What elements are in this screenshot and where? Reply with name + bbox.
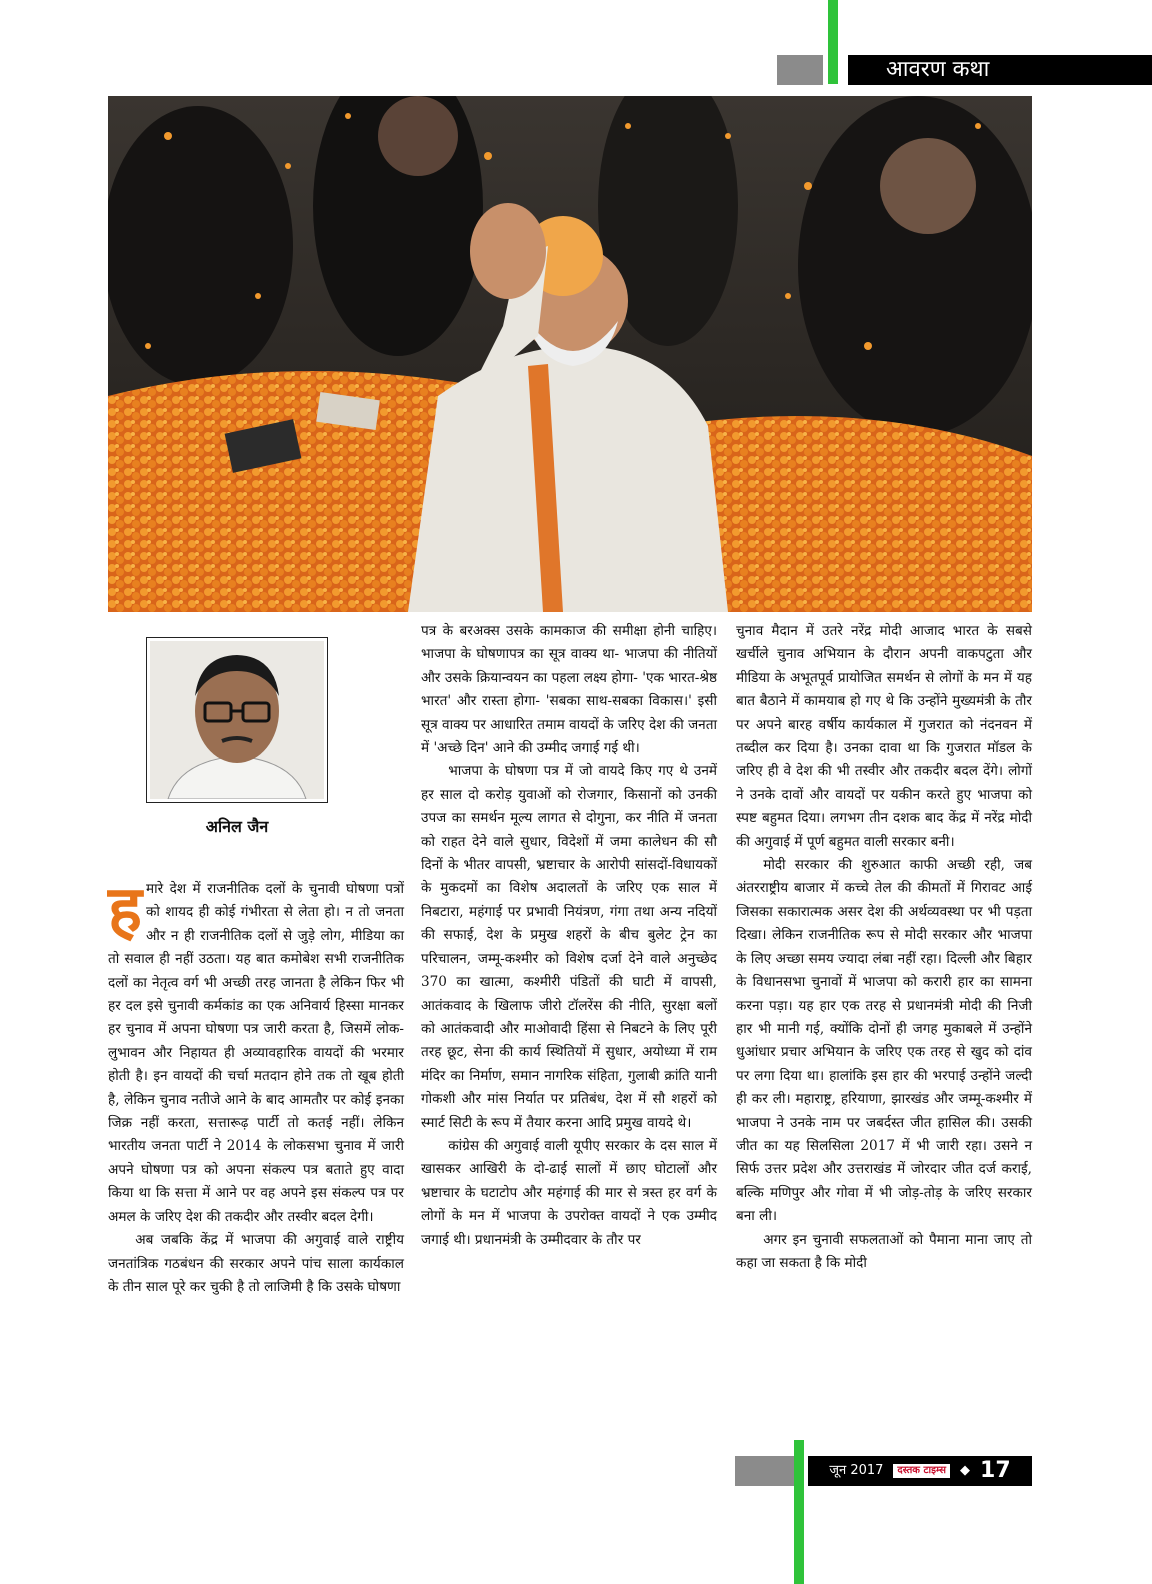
dropcap: ह: [108, 873, 142, 947]
paragraph-text: मारे देश में राजनीतिक दलों के चुनावी घोषणा पत्रों को शायद ही कोई गंभीरता से लेता हो। न तो जनता और न ही राजनीतिक दलों से जुड़े लोग, मीडिया का तो सवाल ही नहीं उठता। यह बात कमोबेश सभी राजनीतिक दलों का नेतृत्व वर्ग भी अच्छी तरह जानता है लेकिन फिर भी हर दल इसे चुनावी कर्मकांड का एक अनिवार्य हिस्सा मानकर हर चुनाव में अपना घोषणा पत्र जारी करता है, जिसमें लोक-लुभावन और निहायत ही अव्यावहारिक वायदों की भरमार होती है। इन वायदों की चर्चा मतदान होने तक तो खूब होती है, लेकिन चुनाव नतीजे आने के बाद आमतौर पर कोई इनका जिक्र नहीं करता, सत्तारूढ़ पार्टी तो कतई नहीं। लेकिन भारतीय जनता पार्टी ने 2014 के लोकसभा चुनाव में जारी अपने घोषणा पत्र को अपना संकल्प पत्र बताते हुए वादा किया था कि सत्ता में आने पर वह अपने इस संकल्प पत्र पर अमल के जरिए देश की तकदीर और तस्वीर बदल देगी।: [108, 881, 404, 1225]
article-column-2: [421, 620, 717, 1252]
article-paragraph: [108, 873, 404, 1229]
article-paragraph: अब जबकि केंद्र में भाजपा की अगुवाई वाले राष्ट्रीय जनतांत्रिक गठबंधन की सरकार अपने पांच साला कार्यकाल के तीन साल पूरे कर चुकी है तो लाजिमी है कि उसके घोषणा: [108, 1232, 404, 1295]
header-gray-block: [777, 55, 823, 85]
article-paragraph: कांग्रेस की अगुवाई वाली यूपीए सरकार के दस साल में खासकर आखिरी के दो-ढाई सालों में छाए घोटालों और भ्रष्टाचार के घटाटोप और महंगाई की मार से त्रस्त हर वर्ग के लोगों के मन में भाजपा के उपरोक्त वायदों ने एक उम्मीद जगाई थी। प्रधानमंत्री के उम्मीदवार के तौर पर: [421, 1137, 717, 1248]
article-paragraph: चुनाव मैदान में उतरे नरेंद्र मोदी आजाद भारत के सबसे खर्चीले चुनाव अभियान के दौरान अपनी वाकपटुता और मीडिया के अभूतपूर्व प्रायोजित समर्थन से लोगों के मन में यह बात बैठाने में कामयाब हो गए थे कि उन्होंने मुख्यमंत्री के तौर पर अपने बारह वर्षीय कार्यकाल में गुजरात को नंदनवन में तब्दील कर दिया है। उनका दावा था कि गुजरात मॉडल के जरिए ही वे देश की भी तस्वीर और तकदीर बदल देंगे। लोगों ने उनके दावों और वायदों पर यकीन करते हुए भाजपा को स्पष्ट बहुमत दिया। लगभग तीन दशक बाद केंद्र में नरेंद्र मोदी की अगुवाई में पूर्ण बहुमत वाली सरकार बनी।: [736, 623, 1032, 850]
footer-gray-block: [735, 1456, 795, 1486]
issue-date: जून 2017: [829, 1463, 884, 1478]
section-label: आवरण कथा: [848, 55, 1152, 85]
article-paragraph: अगर इन चुनावी सफलताओं को पैमाना माना जाए तो कहा जा सकता है कि मोदी: [736, 1231, 1032, 1271]
article-paragraph: मोदी सरकार की शुरुआत काफी अच्छी रही, जब अंतरराष्ट्रीय बाजार में कच्चे तेल की कीमतों में गिरावट आई जिसका सकारात्मक असर देश की अर्थव्यवस्था पर भी पड़ता दिखा। लेकिन राजनीतिक रूप से मोदी सरकार और भाजपा के लिए अच्छा समय ज्यादा लंबा नहीं रहा। दिल्ली और बिहार के विधानसभा चुनावों में भाजपा को करारी हार का सामना करना पड़ा। यह हार एक तरह से प्रधानमंत्री मोदी की निजी हार भी मानी गई, क्योंकि दोनों ही जगह मुकाबले में उन्होंने धुआंधार प्रचार अभियान के जरिए एक तरह से खुद को दांव पर लगा दिया था। हालांकि इस हार की भरपाई उन्होंने जल्दी ही कर ली। महाराष्ट्र, हरियाणा, झारखंड और जम्मू-कश्मीर में भाजपा ने उनके नाम पर जबर्दस्त जीत हासिल की। उसकी जीत का यह सिलसिला 2017 में भी जारी रहा। उसने न सिर्फ उत्तर प्रदेश और उत्तराखंड में जोरदार जीत दर्ज कराई, बल्कि मणिपुर और गोवा में भी जोड़-तोड़ के जरिए सरकार बना ली।: [736, 857, 1032, 1225]
author-portrait: [150, 641, 324, 799]
cover-photo: [108, 96, 1032, 612]
cover-photo-illustration: [108, 96, 1032, 612]
footer-green-bar: [794, 1440, 804, 1584]
magazine-logo: दस्तक टाइम्स: [893, 1464, 950, 1478]
author-photo: [146, 637, 328, 803]
header-green-bar: [828, 0, 838, 84]
page-number: 17: [980, 1458, 1011, 1483]
article-paragraph: भाजपा के घोषणा पत्र में जो वायदे किए गए थे उनमें हर साल दो करोड़ युवाओं को रोजगार, किसानों को उनकी उपज का समर्थन मूल्य लागत से दोगुना, कर नीति में जनता को राहत देने वाले सुधार, विदेशों में जमा कालेधन की सौ दिनों के भीतर वापसी, भ्रष्टाचार के आरोपी सांसदों-विधायकों के मुकदमों का विशेष अदालतों के जरिए एक साल में निबटारा, महंगाई पर प्रभावी नियंत्रण, गंगा तथा अन्य नदियों की सफाई, देश के प्रमुख शहरों के बीच बुलेट ट्रेन का परिचालन, जम्मू-कश्मीर को विशेष दर्जा देने वाले अनुच्छेद 370 का खात्मा, कश्मीरी पंडितों की घाटी में वापसी, आतंकवाद के खिलाफ जीरो टॉलरेंस की नीति, सुरक्षा बलों को आतंकवादी और माओवादी हिंसा से निबटने के लिए पूरी तरह छूट, सेना की कार्य स्थितियों में सुधार, अयोध्या में राम मंदिर का निर्माण, समान नागरिक संहिता, गुलाबी क्रांति यानी गोकशी और मांस निर्यात पर प्रतिबंध, देश में सौ शहरों को स्मार्ट सिटी के रूप में तैयार करना आदि प्रमुख वायदे थे।: [421, 763, 717, 1131]
article-paragraph: पत्र के बरअक्स उसके कामकाज की समीक्षा होनी चाहिए। भाजपा के घोषणापत्र का सूत्र वाक्य था- भाजपा की नीतियों और उसके क्रियान्वयन का पहला लक्ष्य होगा- 'एक भारत-श्रेष्ठ भारत' और रास्ता होगा- 'सबका साथ-सबका विकास।' इसी सूत्र वाक्य पर आधारित तमाम वायदों के जरिए देश की जनता में 'अच्छे दिन' आने की उम्मीद जगाई गई थी।: [421, 623, 717, 757]
diamond-separator-icon: ◆: [960, 1463, 971, 1478]
article-column-1: [108, 873, 404, 1299]
page-footer: [808, 1456, 1032, 1486]
article-column-3: [736, 620, 1032, 1275]
author-name: अनिल जैन: [205, 817, 269, 836]
